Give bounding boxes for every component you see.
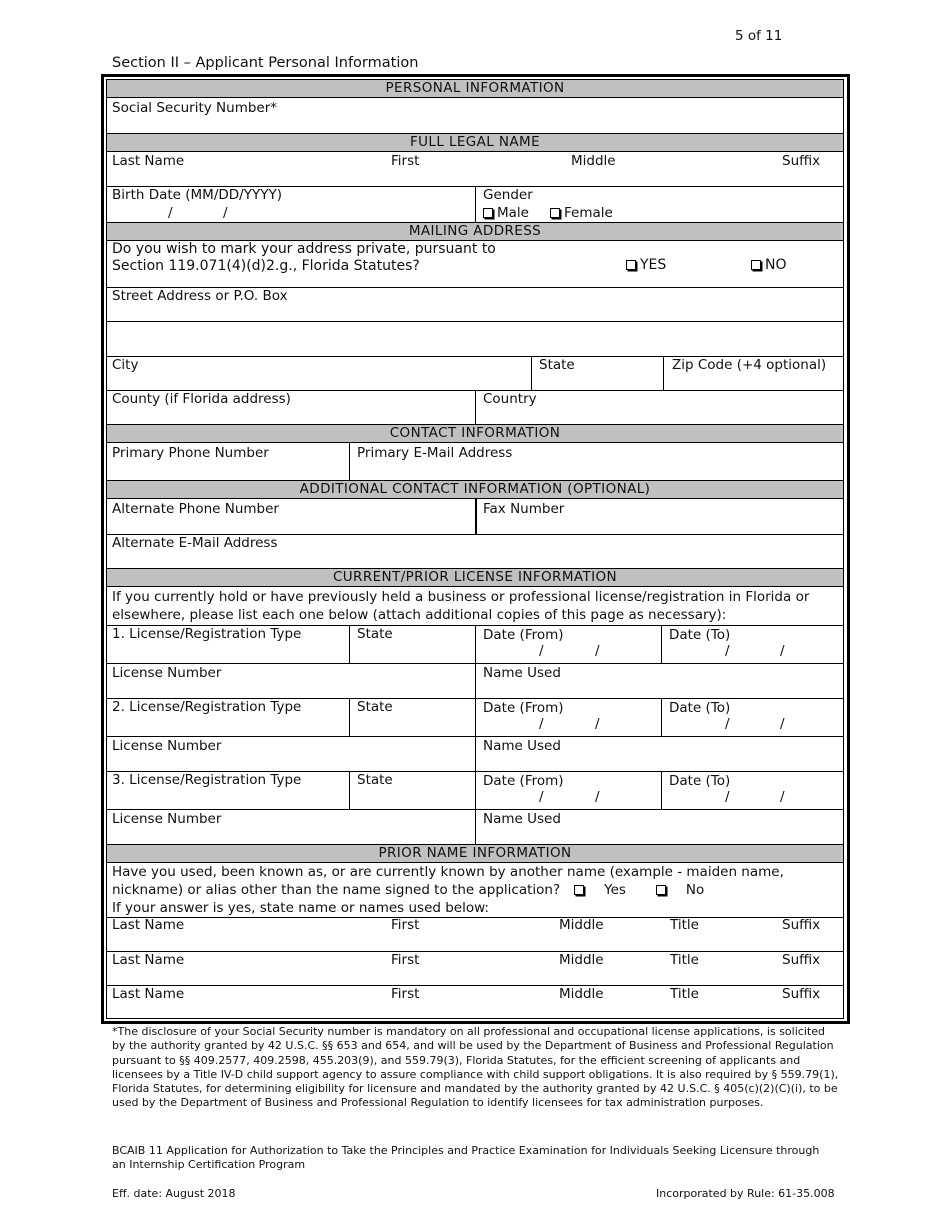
header-full-legal-name: FULL LEGAL NAME — [107, 133, 843, 152]
prior-first-name-label[interactable]: First — [391, 952, 420, 968]
prior-last-name-label[interactable]: Last Name — [112, 952, 185, 968]
date-slash: / — [539, 716, 544, 732]
license-2-name-used-label[interactable]: Name Used — [483, 738, 561, 754]
prior-last-name-label[interactable]: Last Name — [112, 917, 185, 933]
address-private-no[interactable]: NO — [751, 257, 787, 273]
header-mailing-address: MAILING ADDRESS — [107, 222, 843, 241]
prior-middle-name-label[interactable]: Middle — [559, 917, 604, 933]
legal-middle-name-label[interactable]: Middle — [571, 153, 616, 169]
date-slash: / — [595, 643, 600, 659]
prior-first-name-label[interactable]: First — [391, 917, 420, 933]
city-label[interactable]: City — [112, 357, 139, 373]
address-private-yes[interactable]: YES — [626, 257, 666, 273]
license-1-date-to-label[interactable]: Date (To) — [669, 627, 731, 643]
date-slash: / — [780, 643, 785, 659]
prior-suffix-label[interactable]: Suffix — [782, 917, 821, 933]
date-slash: / — [780, 716, 785, 732]
gender-male-option[interactable]: Male — [483, 205, 529, 221]
legal-first-name-label[interactable]: First — [391, 153, 420, 169]
date-slash: / — [595, 716, 600, 732]
prior-name-no-label: No — [685, 882, 705, 898]
license-3-state-label[interactable]: State — [357, 772, 393, 788]
alternate-phone-label[interactable]: Alternate Phone Number — [112, 501, 279, 517]
header-additional-contact: ADDITIONAL CONTACT INFORMATION (OPTIONAL) — [107, 480, 843, 499]
zip-code-label[interactable]: Zip Code (+4 optional) — [672, 357, 827, 373]
street-address-line-2[interactable] — [107, 322, 843, 355]
prior-middle-name-label[interactable]: Middle — [559, 986, 604, 1002]
checkbox-icon[interactable] — [550, 208, 560, 218]
prior-title-label[interactable]: Title — [670, 986, 699, 1002]
page-number: 5 of 11 — [735, 28, 783, 44]
prior-name-yes-checkbox[interactable] — [574, 885, 584, 895]
license-1-number-label[interactable]: License Number — [112, 665, 222, 681]
ssn-field[interactable] — [287, 100, 827, 130]
legal-suffix-label[interactable]: Suffix — [782, 153, 821, 169]
prior-suffix-label[interactable]: Suffix — [782, 952, 821, 968]
country-label[interactable]: Country — [483, 391, 537, 407]
header-contact-information: CONTACT INFORMATION — [107, 424, 843, 443]
prior-name-no-checkbox[interactable] — [656, 885, 666, 895]
license-2-number-label[interactable]: License Number — [112, 738, 222, 754]
ssn-disclosure-footnote: *The disclosure of your Social Security number is mandatory on all professional and occupational license applications, is solicited by the authority granted by 42 U.S.C. §§ 653 and 654, and will be used by the Department of Business and Professional Regulation pursuant to §§ 409.2577, 409.2598, 455.203(9), and 559.79(3), Florida Statutes, for the efficient screening of applicants and licensees by a Title IV-D child support agency to assure compliance with child support obligations. It is also required by § 559.79(1), Florida Statutes, for determining eligibility for licensure and mandated by the authority granted by 42 U.S.C. § 405(c)(2)(C)(i), to be used by the Department of Business and Professional Regulation to identify licensees for tax administration purposes. — [112, 1025, 839, 1110]
checkbox-icon[interactable] — [626, 260, 636, 270]
county-label[interactable]: County (if Florida address) — [112, 391, 291, 407]
license-3-date-from-label[interactable]: Date (From) — [483, 773, 564, 789]
license-1-type-label[interactable]: 1. License/Registration Type — [112, 626, 302, 642]
address-private-question: Do you wish to mark your address private, pursuant to Section 119.071(4)(d)2.g., Florida Statutes? — [112, 241, 496, 274]
date-slash: / — [725, 643, 730, 659]
form-table — [106, 79, 844, 1019]
license-2-type-label[interactable]: 2. License/Registration Type — [112, 699, 302, 715]
license-1-date-from-label[interactable]: Date (From) — [483, 627, 564, 643]
birth-date-slash: / — [223, 205, 228, 221]
ssn-label: Social Security Number* — [112, 100, 278, 116]
license-1-name-used-label[interactable]: Name Used — [483, 665, 561, 681]
birth-date-label[interactable]: Birth Date (MM/DD/YYYY) — [112, 187, 282, 203]
license-2-state-label[interactable]: State — [357, 699, 393, 715]
primary-phone-label[interactable]: Primary Phone Number — [112, 445, 269, 461]
prior-name-yes-label: Yes — [604, 882, 626, 898]
header-prior-name-information: PRIOR NAME INFORMATION — [107, 844, 843, 863]
birth-date-slash: / — [168, 205, 173, 221]
checkbox-icon[interactable] — [483, 208, 493, 218]
street-address-label[interactable]: Street Address or P.O. Box — [112, 288, 288, 304]
incorporated-by-rule: Incorporated by Rule: 61-35.008 — [656, 1187, 835, 1200]
date-slash: / — [539, 789, 544, 805]
gender-female-option[interactable]: Female — [550, 205, 613, 221]
header-license-information: CURRENT/PRIOR LICENSE INFORMATION — [107, 568, 843, 587]
license-3-name-used-label[interactable]: Name Used — [483, 811, 561, 827]
alternate-email-label[interactable]: Alternate E-Mail Address — [112, 535, 278, 551]
gender-label: Gender — [483, 187, 533, 203]
prior-title-label[interactable]: Title — [670, 917, 699, 933]
license-3-type-label[interactable]: 3. License/Registration Type — [112, 772, 302, 788]
prior-first-name-label[interactable]: First — [391, 986, 420, 1002]
legal-last-name-label[interactable]: Last Name — [112, 153, 185, 169]
prior-suffix-label[interactable]: Suffix — [782, 986, 821, 1002]
date-slash: / — [725, 716, 730, 732]
prior-last-name-label[interactable]: Last Name — [112, 986, 185, 1002]
form-title: BCAIB 11 Application for Authorization to Take the Principles and Practice Examination for Individuals Seeking Licensure through an Internship Certification Program — [112, 1144, 820, 1172]
prior-middle-name-label[interactable]: Middle — [559, 952, 604, 968]
date-slash: / — [780, 789, 785, 805]
effective-date: Eff. date: August 2018 — [112, 1187, 236, 1200]
license-instructions: If you currently hold or have previously held a business or professional license/registration in Florida or elsewhere, please list each one below (attach additional copies of this page as necessary): — [112, 589, 810, 623]
checkbox-icon[interactable] — [751, 260, 761, 270]
date-slash: / — [539, 643, 544, 659]
state-label[interactable]: State — [539, 357, 575, 373]
license-2-date-to-label[interactable]: Date (To) — [669, 700, 731, 716]
license-3-date-to-label[interactable]: Date (To) — [669, 773, 731, 789]
date-slash: / — [595, 789, 600, 805]
license-1-state-label[interactable]: State — [357, 626, 393, 642]
license-2-date-from-label[interactable]: Date (From) — [483, 700, 564, 716]
header-personal-information: PERSONAL INFORMATION — [107, 80, 843, 98]
section-title: Section II – Applicant Personal Information — [112, 55, 419, 71]
license-3-number-label[interactable]: License Number — [112, 811, 222, 827]
date-slash: / — [725, 789, 730, 805]
fax-number-label[interactable]: Fax Number — [483, 501, 565, 517]
prior-title-label[interactable]: Title — [670, 952, 699, 968]
prior-name-question: Have you used, been known as, or are currently known by another name (example - maiden name, nickname) or alias other than the name signed to the application? Yes No If your answer is yes, state name or names used below: — [112, 864, 784, 916]
primary-email-label[interactable]: Primary E-Mail Address — [357, 445, 513, 461]
